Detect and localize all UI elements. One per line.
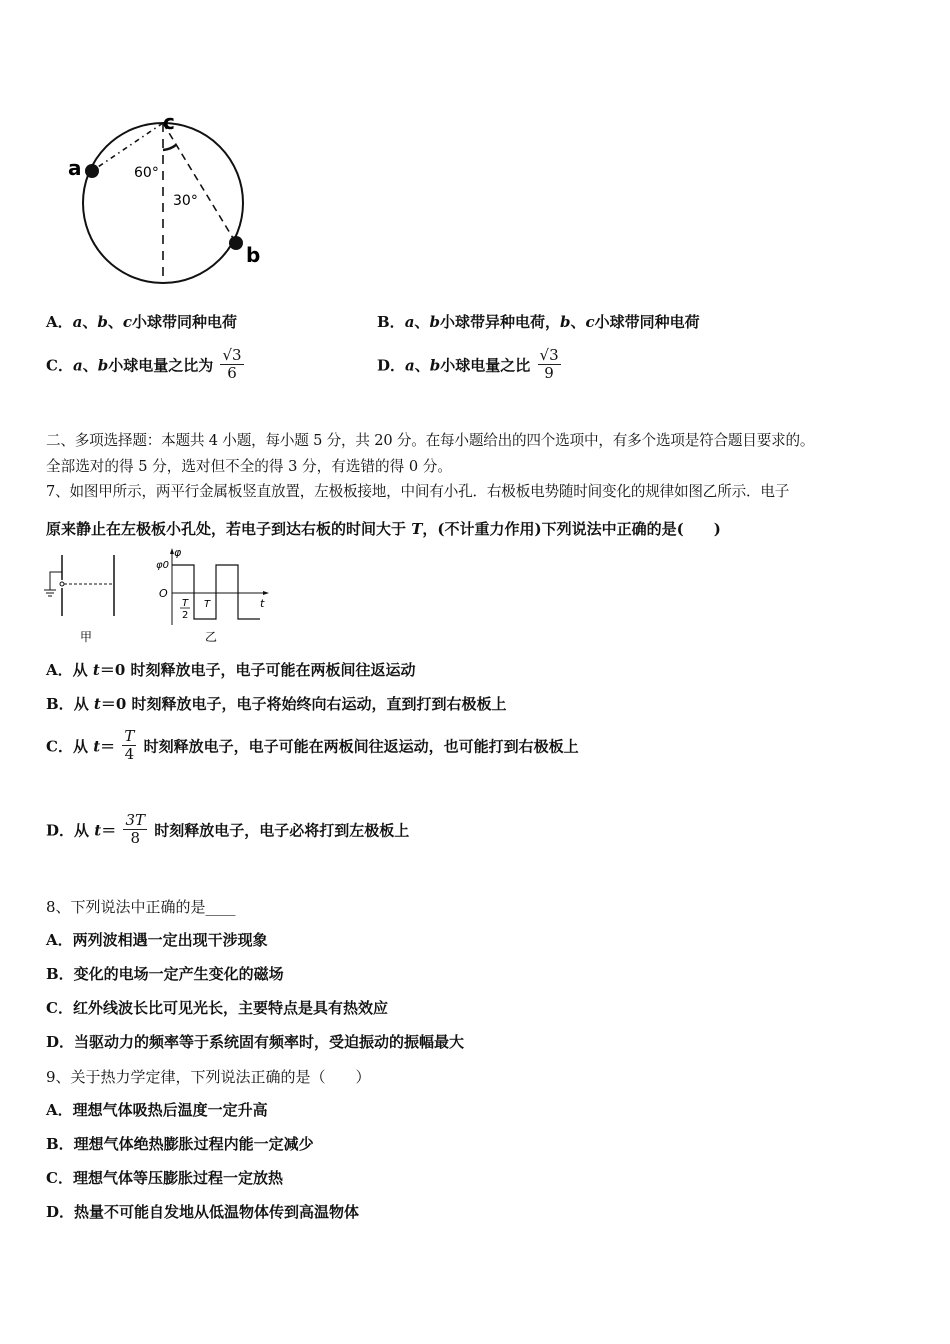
- var-c: c: [122, 313, 133, 331]
- ball-b: [229, 236, 243, 250]
- fraction-3T-8: [123, 812, 147, 848]
- figure-jia: [40, 552, 135, 647]
- figure-jia-label: 甲: [80, 630, 93, 644]
- fraction-sqrt3-9: [538, 347, 561, 383]
- q6-option-b[interactable]: [377, 311, 700, 332]
- q8-option-a[interactable]: A．两列波相遇一定出现干涉现象: [46, 931, 268, 949]
- q6-option-c[interactable]: [46, 347, 246, 383]
- var-c: c: [585, 313, 595, 331]
- q6-option-a[interactable]: [46, 311, 237, 332]
- option-letter: A．: [46, 313, 73, 331]
- option-text: 小球带同种电荷: [594, 313, 700, 331]
- option-text: ＝: [100, 737, 116, 756]
- sep: 、: [82, 313, 98, 331]
- ball-a: [85, 164, 99, 178]
- ground-wire: [50, 572, 62, 590]
- q9-stem: 9、关于热力学定律，下列说法正确的是（ ）: [46, 1068, 371, 1086]
- option-letter: D．: [46, 821, 75, 840]
- option-letter: D．: [377, 356, 406, 375]
- fraction-denominator: 9: [544, 364, 554, 383]
- q6-option-d[interactable]: [377, 347, 563, 383]
- option-text: 从: [72, 661, 93, 679]
- label-c: c: [163, 110, 175, 134]
- var-a: a: [404, 313, 415, 331]
- fraction-numerator: 3T: [125, 811, 145, 829]
- hole: [60, 582, 64, 586]
- sep: 、: [82, 356, 98, 375]
- option-letter: C．: [46, 356, 73, 375]
- fraction-T-4: [122, 728, 136, 764]
- var-b: b: [559, 313, 571, 331]
- var-a: a: [72, 356, 83, 375]
- var-b: b: [429, 313, 440, 331]
- sep: 、: [107, 313, 123, 331]
- option-text: ＝: [101, 821, 117, 840]
- circle-figure: [60, 105, 280, 300]
- option-letter: B．: [46, 695, 74, 713]
- fraction-numerator: T: [124, 727, 135, 745]
- half-T-num: T: [182, 598, 189, 609]
- var-t: t: [92, 661, 100, 679]
- fraction-sqrt3-6: [220, 347, 243, 383]
- angle-60-label: 60°: [134, 165, 159, 181]
- fraction-numerator: √3: [222, 346, 242, 364]
- sep: 、: [570, 313, 586, 331]
- figure-yi: [150, 545, 275, 647]
- var-t: t: [93, 695, 101, 713]
- section2-line1: 二、多项选择题：本题共 4 小题，每小题 5 分，共 20 分。在每小题给出的四个选项中，有多个选项是符合题目要求的。: [46, 432, 815, 449]
- var-t: t: [93, 737, 101, 756]
- fraction-denominator: 4: [124, 745, 135, 764]
- option-text: 从: [72, 737, 94, 756]
- option-text: 时刻释放电子，电子必将打到左极板上: [154, 821, 410, 840]
- angle-arc: [163, 145, 176, 150]
- option-text: 时刻释放电子，电子将始终向右运动，直到打到右极板上: [131, 695, 507, 713]
- q7-option-d[interactable]: [46, 812, 409, 848]
- option-letter: C．: [46, 737, 73, 756]
- phi0-label: φ0: [156, 560, 169, 571]
- t-label: t: [260, 597, 265, 610]
- q9-option-c[interactable]: C．理想气体等压膨胀过程一定放热: [46, 1169, 283, 1187]
- section2-line2: 全部选对的得 5 分，选对但不全的得 3 分，有选错的得 0 分。: [46, 458, 452, 475]
- phi-label: φ: [174, 546, 182, 559]
- q7-stem-line1: 7、如图甲所示，两平行金属板竖直放置，左极板接地，中间有小孔．右极板电势随时间变化的规律如图乙所示．电子: [46, 483, 790, 500]
- sep: 、: [414, 356, 430, 375]
- half-T-den: 2: [182, 610, 189, 621]
- var-t: t: [94, 821, 102, 840]
- q8-option-c[interactable]: C．红外线波长比可见光长，主要特点是具有热效应: [46, 999, 388, 1017]
- figure-yi-label: 乙: [205, 630, 218, 644]
- fraction-denominator: 6: [227, 364, 237, 383]
- q8-stem: 8、下列说法中正确的是____: [46, 898, 236, 916]
- q7-option-c[interactable]: [46, 728, 579, 764]
- T-label: T: [204, 599, 211, 610]
- var-T: T: [411, 520, 423, 538]
- var-b: b: [97, 313, 108, 331]
- var-b: b: [97, 356, 109, 375]
- stem-text: 原来静止在左极板小孔处，若电子到达右板的时间大于: [46, 520, 412, 538]
- var-b: b: [429, 356, 441, 375]
- fraction-numerator: √3: [539, 346, 559, 364]
- label-a: a: [68, 156, 82, 180]
- option-text: 小球电量之比: [440, 356, 531, 375]
- var-a: a: [72, 313, 83, 331]
- q9-option-a[interactable]: A．理想气体吸热后温度一定升高: [46, 1101, 268, 1119]
- option-letter: B．: [377, 313, 405, 331]
- option-text: 小球带异种电荷，: [439, 313, 560, 331]
- q8-option-b[interactable]: B．变化的电场一定产生变化的磁场: [46, 965, 284, 983]
- origin-label: O: [159, 587, 168, 600]
- q9-option-b[interactable]: B．理想气体绝热膨胀过程内能一定减少: [46, 1135, 314, 1153]
- option-text: 小球电量之比为: [108, 356, 214, 375]
- var-a: a: [405, 356, 415, 375]
- q7-stem-line2: [46, 518, 721, 539]
- option-letter: A．: [46, 661, 73, 679]
- stem-text: ，(不计重力作用)下列说法中正确的是( ): [422, 520, 721, 538]
- option-text: 时刻释放电子，电子可能在两板间往返运动: [130, 661, 416, 679]
- sep: 、: [414, 313, 430, 331]
- angle-30-label: 30°: [173, 193, 198, 209]
- option-text: 从: [74, 821, 95, 840]
- label-b: b: [246, 243, 261, 267]
- q9-option-d[interactable]: D．热量不可能自发地从低温物体传到高温物体: [46, 1203, 360, 1221]
- option-text: 小球带同种电荷: [132, 313, 238, 331]
- option-text: 时刻释放电子，电子可能在两板间往返运动，也可能打到右极板上: [143, 737, 579, 756]
- t-axis-arrow: [263, 591, 269, 595]
- q8-option-d[interactable]: D．当驱动力的频率等于系统固有频率时，受迫振动的振幅最大: [46, 1033, 465, 1051]
- fraction-denominator: 8: [130, 829, 140, 848]
- q7-option-a[interactable]: [46, 659, 416, 680]
- line-c-b: [163, 123, 236, 243]
- option-text: ＝0: [99, 661, 131, 679]
- option-text: 从: [73, 695, 94, 713]
- q7-option-b[interactable]: [46, 693, 507, 714]
- option-text: ＝0: [100, 695, 132, 713]
